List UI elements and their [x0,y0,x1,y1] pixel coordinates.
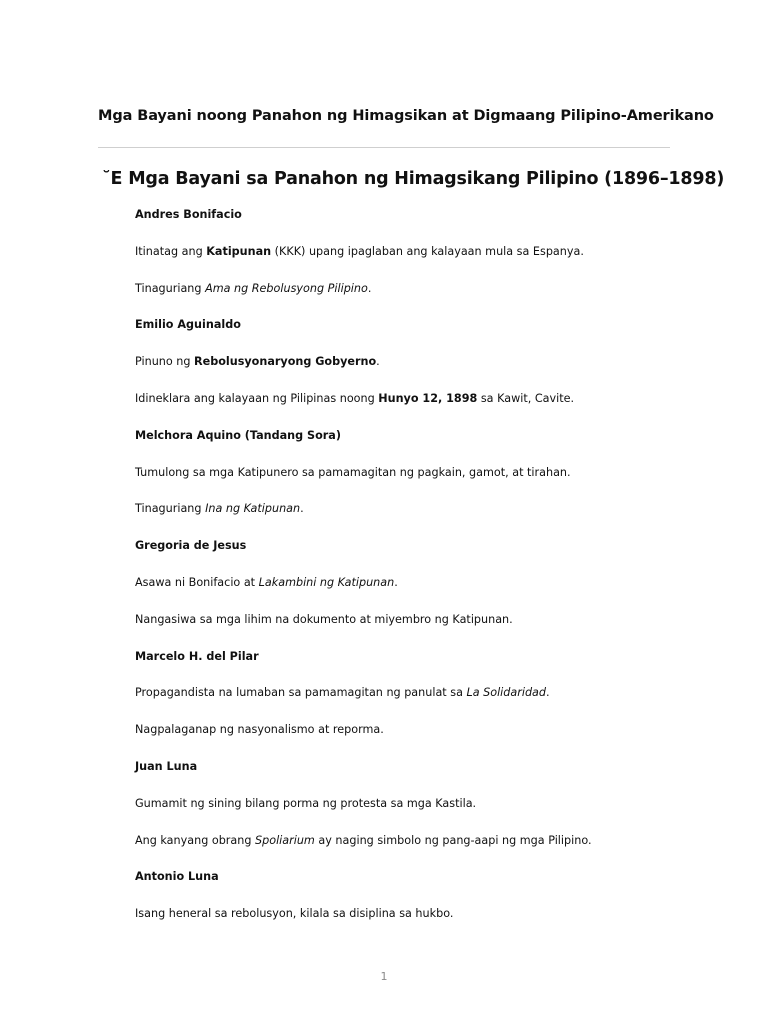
italic-text: Spoliarium [255,833,315,847]
plain-text: Asawa ni Bonifacio at [135,575,259,589]
list-item-text [135,906,453,922]
page-number: 1 [380,970,388,983]
list-item-text [135,428,341,444]
bold-text: Katipunan [206,244,272,258]
plain-text: Tinaguriang [135,281,206,295]
italic-text: La Solidaridad [466,686,547,700]
bold-text: Hunyo 12, 1898 [378,391,478,405]
list-item-text [135,207,242,223]
list-item-text [135,501,304,517]
italic-text: Lakambini ng Katipunan [258,575,395,589]
heading-glyph: ˘E [102,169,123,189]
plain-text: sa Kawit, Cavite. [477,391,575,405]
plain-text: Ang kanyang obrang [135,833,256,847]
list-item-text [135,575,398,591]
bold-text: Rebolusyonaryong Gobyerno [194,355,377,369]
document-title: Mga Bayani noong Panahon ng Himagsikan at Digmaang Pilipino-Amerikano [98,108,714,124]
plain-text: Nagpalaganap ng nasyonalismo at reporma. [135,723,384,737]
list-item-text [135,317,241,333]
plain-text: Itinatag ang [135,244,207,258]
list-item-text [135,722,384,738]
plain-text: . [300,502,304,516]
plain-text: Nangasiwa sa mga lihim na dokumento at miyembro ng Katipunan. [135,612,513,626]
plain-text: ay naging simbolo ng pang-aapi ng mga Pilipino. [314,833,592,847]
bold-text: Marcelo H. del Pilar [135,649,259,663]
bold-text: Gregoria de Jesus [135,539,247,553]
bold-text: Juan Luna [135,759,198,773]
list-item-text [135,354,380,370]
list-item-text [135,244,584,260]
plain-text: . [367,281,372,295]
bold-text: Antonio Luna [135,870,219,884]
plain-text: Pinuno ng [135,355,195,369]
list-item-text [135,685,550,701]
list-item-text [135,649,259,665]
plain-text: Isang heneral sa rebolusyon, kilala sa disiplina sa hukbo. [135,907,454,921]
list-item-text [135,538,246,554]
list-item-text [135,281,371,297]
horizontal-divider [98,147,670,148]
plain-text: Tumulong sa mga Katipunero sa pamamagitan ng pagkain, gamot, at tirahan. [135,465,571,479]
section-heading [102,169,724,189]
list-item-text [135,759,197,775]
list-item-text [135,869,219,885]
bold-text: Andres Bonifacio [135,208,242,221]
section-heading-text: Mga Bayani sa Panahon ng Himagsikang Pilipino (1896–1898) [128,169,725,189]
italic-text: Ina ng Katipunan [205,502,301,516]
list-item-text [135,833,592,849]
plain-text: Gumamit ng sining bilang porma ng protesta sa mga Kastila. [135,796,477,810]
list-item-text [135,612,513,628]
list-item-text [135,465,571,481]
plain-text: Tinaguriang [135,502,206,516]
plain-text: . [376,355,380,369]
plain-text: Idineklara ang kalayaan ng Pilipinas noong [135,391,379,405]
list-item-text [135,391,574,407]
bold-text: Melchora Aquino (Tandang Sora) [135,428,341,442]
plain-text: . [546,686,550,700]
plain-text: . [394,575,398,589]
bold-text: Emilio Aguinaldo [135,318,241,332]
italic-text: Ama ng Rebolusyong Pilipino [205,281,368,295]
plain-text: Propagandista na lumaban sa pamamagitan ng panulat sa [135,686,467,700]
list-item-text [135,796,476,812]
plain-text: (KKK) upang ipaglaban ang kalayaan mula sa Espanya. [271,244,584,258]
